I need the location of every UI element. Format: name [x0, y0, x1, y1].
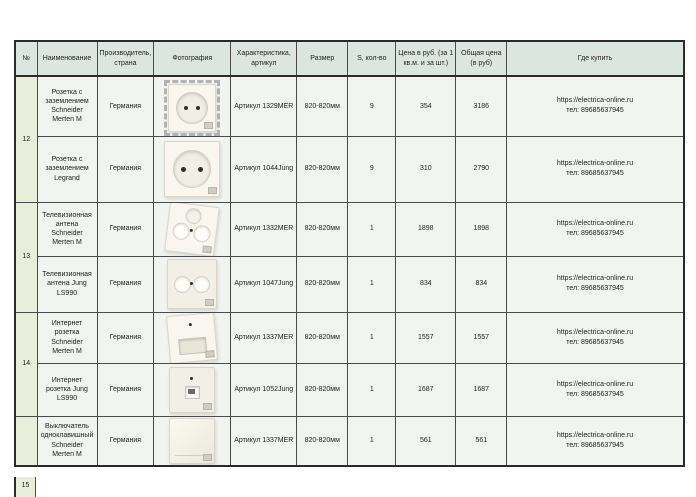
- header-name: Наименование: [37, 41, 97, 76]
- antenna-hole: [193, 224, 212, 243]
- center-screw: [189, 322, 192, 325]
- shop-url[interactable]: https://electrica-online.ru: [556, 275, 634, 283]
- unit-price: 1557: [396, 312, 456, 363]
- product-photo-cell: [154, 202, 231, 256]
- products-price-table: [14, 40, 685, 467]
- header-number: №: [15, 41, 37, 76]
- watermark-icon: [208, 187, 217, 194]
- row-number: 14: [15, 312, 37, 416]
- unit-price: 354: [396, 76, 456, 136]
- article: Артикул 1337MER: [231, 312, 297, 363]
- shop-phone: тел: 89685637945: [566, 338, 624, 346]
- antenna-hole: [172, 222, 191, 241]
- watermark-icon: [205, 350, 215, 358]
- shop-phone: тел: 89685637945: [566, 285, 624, 292]
- total-price: 1898: [456, 202, 507, 256]
- total-price: 1687: [456, 363, 507, 416]
- internet-outlet-photo: [169, 367, 215, 413]
- table-row: [15, 312, 684, 363]
- row-number: 12: [15, 76, 37, 202]
- unit-price: 834: [396, 256, 456, 312]
- row-number: 13: [15, 202, 37, 312]
- product-name: Интернет розетка Jung LS990: [37, 363, 97, 416]
- socket-recess-shape: [176, 92, 208, 124]
- watermark-icon: [203, 403, 212, 410]
- quantity: 9: [348, 76, 396, 136]
- product-name: Телевизионная антена Jung LS990: [37, 256, 97, 312]
- shop-phone: тел: 89685637945: [566, 230, 624, 237]
- header-size: Размер: [297, 41, 348, 76]
- article: Артикул 1329MER: [231, 76, 297, 136]
- shop-phone: тел: 89685637945: [566, 107, 624, 115]
- total-price: 1557: [456, 312, 507, 363]
- rj45-slot: [178, 336, 207, 354]
- product-photo-cell: [154, 312, 231, 363]
- watermark-icon: [203, 454, 212, 461]
- shop-url[interactable]: https://electrica-online.ru: [556, 97, 634, 105]
- quantity: 1: [348, 202, 396, 256]
- table-row: [15, 363, 684, 416]
- row-number: [15, 416, 37, 466]
- internet-outlet-photo: [166, 312, 218, 363]
- where-to-buy-cell: [507, 136, 684, 202]
- watermark-icon: [204, 122, 213, 129]
- antenna-hole: [193, 276, 210, 293]
- watermark-icon: [203, 245, 213, 253]
- size: 820-820мм: [297, 202, 348, 256]
- header-quantity: S, кол-во: [348, 41, 396, 76]
- table-row: [15, 202, 684, 256]
- size: 820-820мм: [297, 136, 348, 202]
- table-row: [15, 256, 684, 312]
- country: Германия: [97, 416, 154, 466]
- article: Артикул 1044Jung: [231, 136, 297, 202]
- total-price: 2790: [456, 136, 507, 202]
- shop-url[interactable]: https://electrica-online.ru: [556, 160, 634, 168]
- watermark-icon: [205, 299, 214, 306]
- product-photo-cell: [154, 256, 231, 312]
- article: Артикул 1337MER: [231, 416, 297, 466]
- product-name: Розетка с заземлением Legrand: [37, 136, 97, 202]
- unit-price: 1687: [396, 363, 456, 416]
- antenna-hole: [174, 276, 191, 293]
- total-price: 3186: [456, 76, 507, 136]
- shop-phone: тел: 89685637945: [566, 170, 624, 177]
- shop-url[interactable]: https://electrica-online.ru: [556, 328, 634, 336]
- country: Германия: [97, 256, 154, 312]
- shop-phone: тел: 89685637945: [566, 441, 624, 449]
- size: 820-820мм: [297, 363, 348, 416]
- article: Артикул 1047Jung: [231, 256, 297, 312]
- product-name: Телевизионная антена Schneider Merten M: [37, 202, 97, 256]
- unit-price: 1898: [396, 202, 456, 256]
- tv-outlet-photo: [167, 259, 217, 309]
- product-photo-cell: [154, 76, 231, 136]
- country: Германия: [97, 312, 154, 363]
- product-photo-cell: [154, 136, 231, 202]
- article: Артикул 1052Jung: [231, 363, 297, 416]
- table-row: [15, 76, 684, 136]
- row-number-cut: 15: [14, 477, 36, 497]
- quantity: 1: [348, 312, 396, 363]
- center-screw: [190, 377, 193, 380]
- where-to-buy-cell: [507, 202, 684, 256]
- header-row: [15, 41, 684, 76]
- header-unit-price: Цена в руб. (за 1 кв.м. и за шт.): [396, 41, 456, 76]
- switch-photo: [169, 418, 215, 464]
- quantity: 1: [348, 363, 396, 416]
- size: 820-820мм: [297, 256, 348, 312]
- rj45-hole: [188, 389, 195, 394]
- header-photo: Фотография: [154, 41, 231, 76]
- shop-url[interactable]: https://electrica-online.ru: [556, 220, 634, 228]
- header-article: Характеристика, артикул: [231, 41, 297, 76]
- product-name: Интернет розетка Schneider Merten M: [37, 312, 97, 363]
- grounded-socket-with-frame-photo: [168, 84, 216, 132]
- shop-url[interactable]: https://electrica-online.ru: [556, 380, 634, 388]
- quantity: 1: [348, 416, 396, 466]
- product-photo-cell: [154, 416, 231, 466]
- antenna-hole: [185, 207, 203, 225]
- table-row: [15, 416, 684, 466]
- tv-outlet-photo: [164, 202, 220, 256]
- total-price: 561: [456, 416, 507, 466]
- product-photo-cell: [154, 363, 231, 416]
- size: 820-820мм: [297, 312, 348, 363]
- total-price: 834: [456, 256, 507, 312]
- header-where-to-buy: Где купить: [507, 41, 684, 76]
- unit-price: 561: [396, 416, 456, 466]
- where-to-buy-cell: [507, 256, 684, 312]
- quantity: 9: [348, 136, 396, 202]
- unit-price: 310: [396, 136, 456, 202]
- header-total-price: Общая цена (в руб): [456, 41, 507, 76]
- header-manufacturer: Производитель, страна: [97, 41, 154, 76]
- where-to-buy-cell: [507, 76, 684, 136]
- where-to-buy-cell: [507, 363, 684, 416]
- table-row: [15, 136, 684, 202]
- size: 820-820мм: [297, 416, 348, 466]
- country: Германия: [97, 76, 154, 136]
- shop-phone: тел: 89685637945: [566, 390, 624, 398]
- product-name: Выключатель одноклавишный Schneider Merten M: [37, 416, 97, 466]
- socket-recess-shape: [173, 150, 211, 188]
- product-name: Розетка с заземлением Schneider Merten M: [37, 76, 97, 136]
- country: Германия: [97, 202, 154, 256]
- shop-url[interactable]: https://electrica-online.ru: [556, 431, 634, 439]
- grounded-socket-photo: [164, 141, 220, 197]
- where-to-buy-cell: [507, 312, 684, 363]
- country: Германия: [97, 363, 154, 416]
- country: Германия: [97, 136, 154, 202]
- where-to-buy-cell: [507, 416, 684, 466]
- quantity: 1: [348, 256, 396, 312]
- article: Артикул 1332MER: [231, 202, 297, 256]
- size: 820-820мм: [297, 76, 348, 136]
